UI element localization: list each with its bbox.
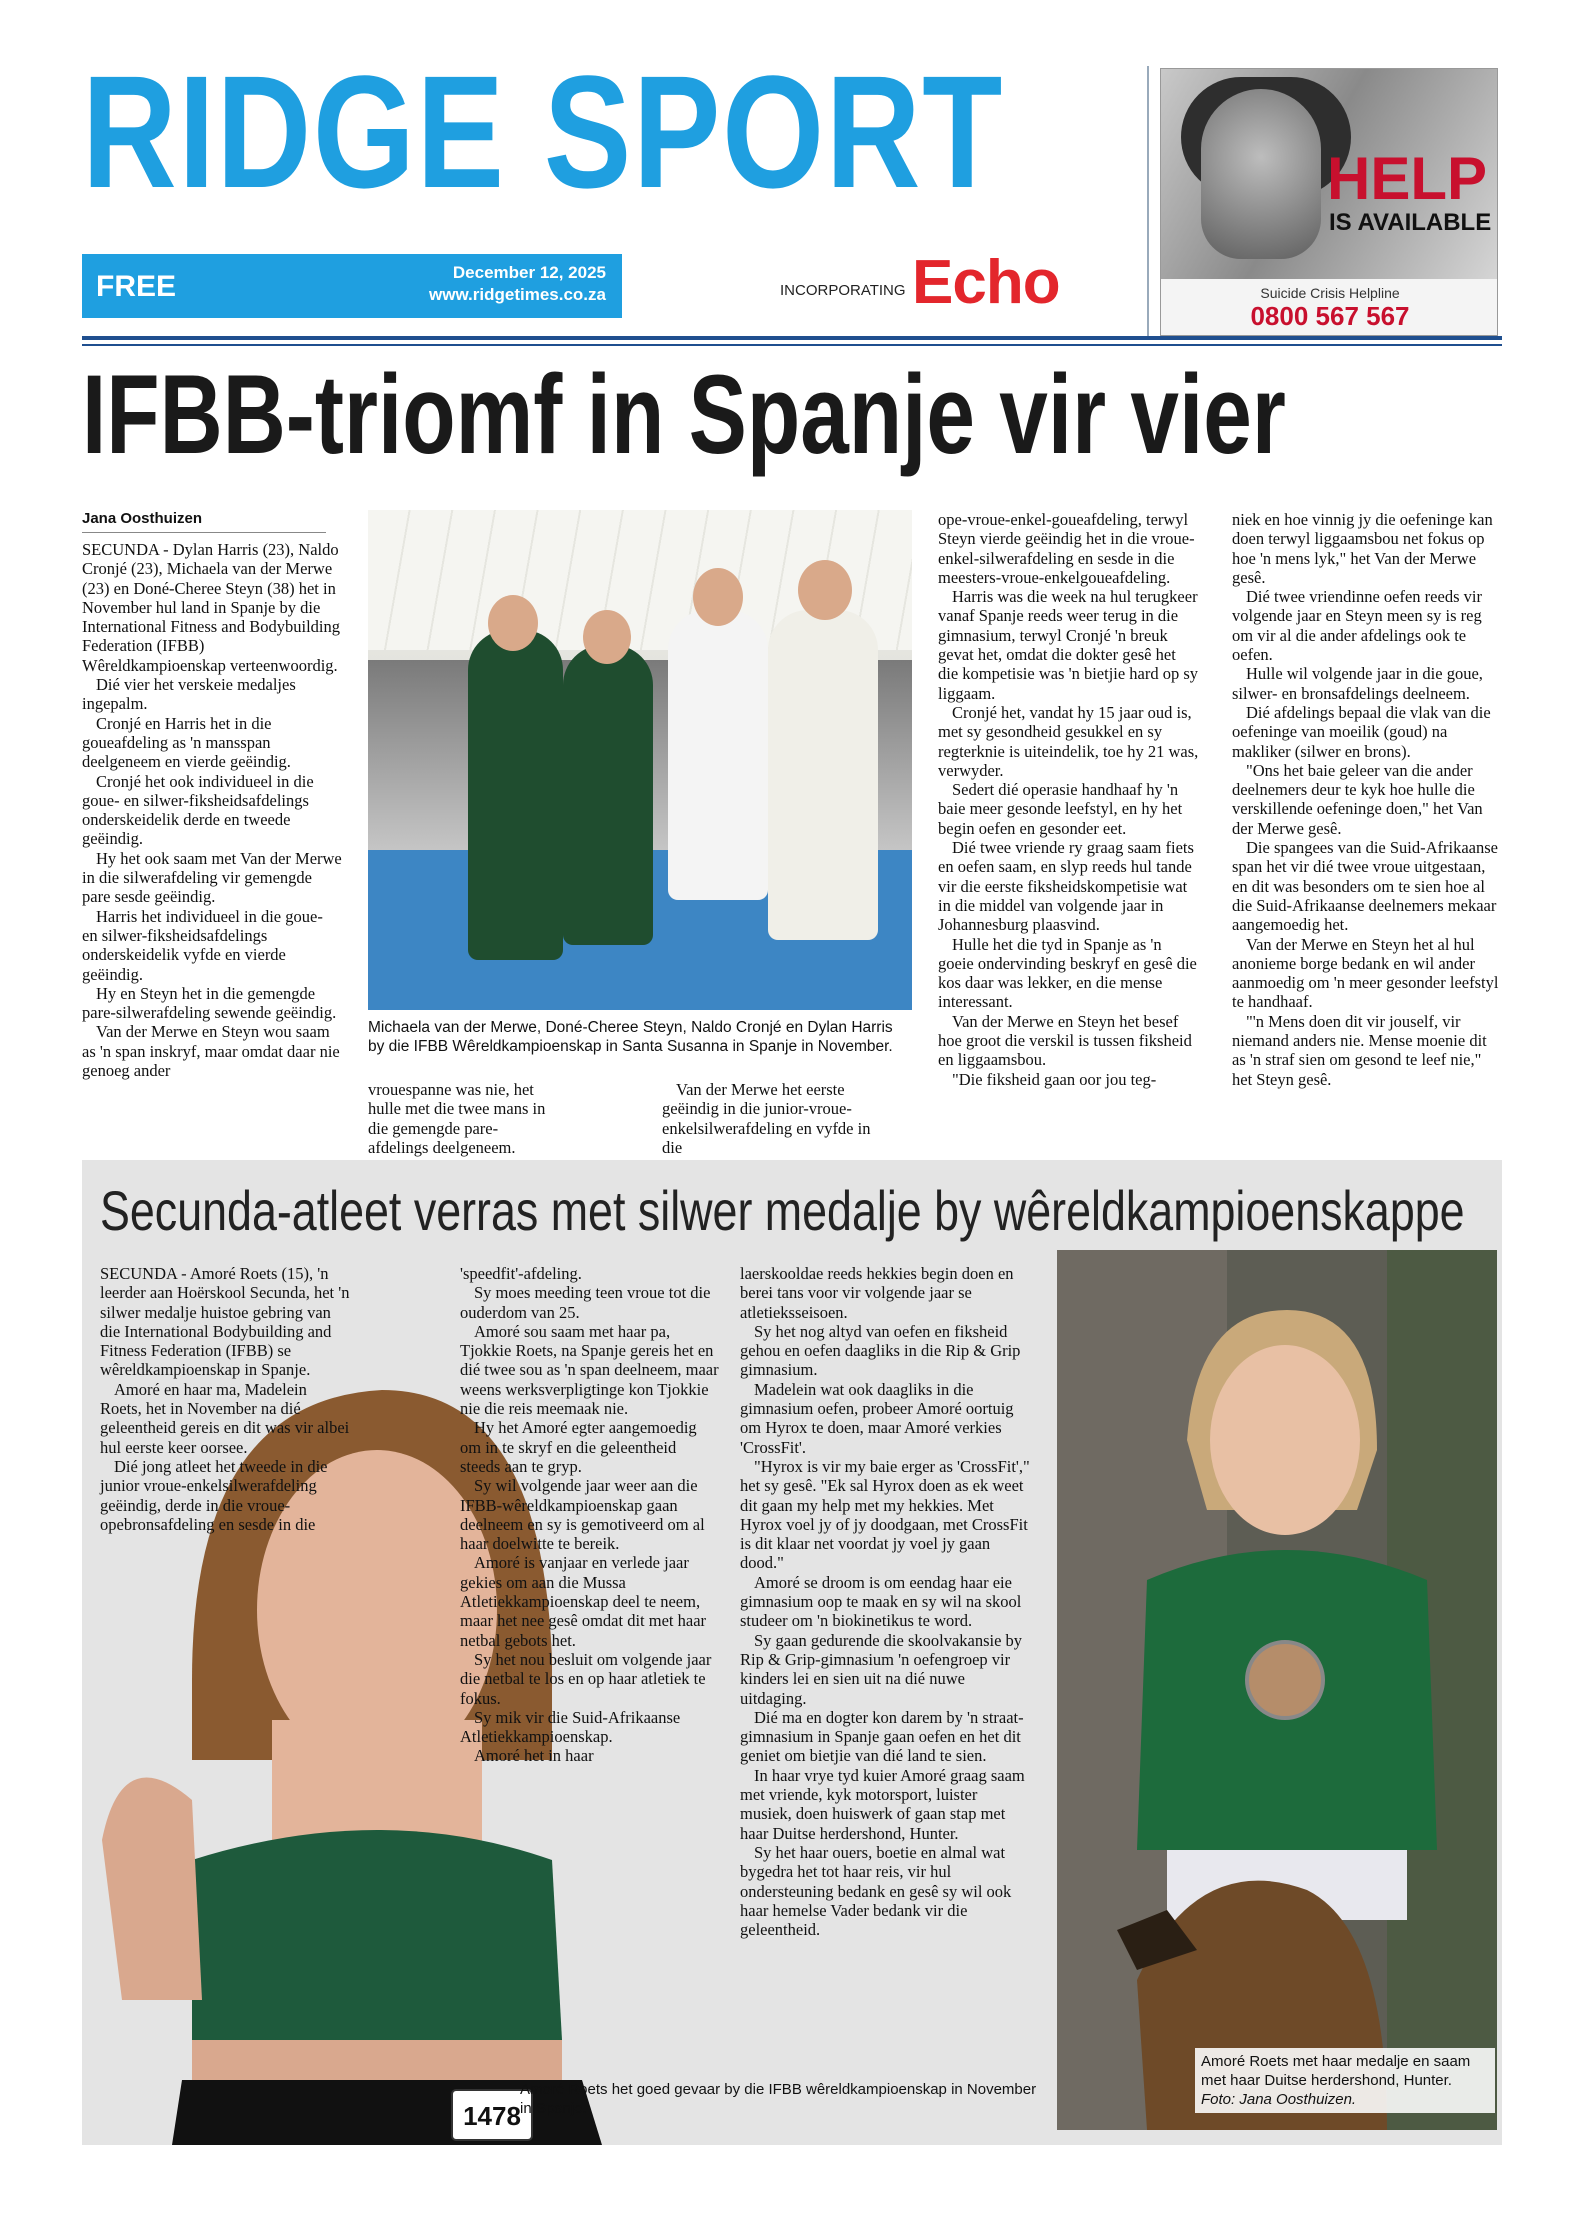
paragraph: In haar vrye tyd kuier Amoré graag saam met vriende, kyk motorsport, luister musiek, doen huiswerk of gaan stap met haar Duitse herdershond, Hunter. [740,1765,1025,1843]
amore-dog-photo [1057,1250,1497,2130]
masthead-title: RIDGE SPORT [82,42,1004,221]
website-link[interactable]: www.ridgetimes.co.za [429,285,606,304]
advert-face-shape [1201,89,1321,259]
paragraph: Sedert dié operasie handhaaf hy 'n baie meer gesonde leefstyl, en hy het begin oefen en gesonder eet. [938,780,1183,838]
photo-credit: Foto: Jana Oosthuizen. [1201,2091,1357,2108]
free-label: FREE [96,270,177,303]
paragraph: vrouespanne was nie, het hulle met die twee mans in die gemengde pare-afdelings deelgeneem. [368,1080,546,1157]
paragraph: 'speedfit'-afdeling. [460,1264,582,1283]
paragraph: Die spangees van die Suid-Afrikaanse span het vir dié twee vroue uitgestaan, en dit was besonders om te sien hoe al die Suid-Afrikaanse deelnemers mekaar aangemoedig het. [1232,838,1499,935]
advert-available-text: IS AVAILABLE [1329,209,1492,236]
paragraph: Dié twee vriendinne oefen reeds vir volgende jaar en Steyn meen sy is reg om vir al die ander afdelings ook te oefen. [1232,587,1482,665]
article1-column-1 [82,540,342,1080]
paragraph: Hy het Amoré egter aangemoedig om in te skryf en die geleentheid steeds aan te gryp. [460,1418,697,1476]
paragraph: Cronjé het, vandat hy 15 jaar oud is, met sy gesondheid gesukkel en sy regterknie is uiteindelik, toe hy 21 was, verwyder. [938,702,1199,780]
article1-column-2 [368,1080,548,1157]
bib-number: 1478 [463,2101,521,2131]
paragraph: Sy wil volgende jaar weer aan die IFBB-wêreldkampioenskap gaan deelneem en sy is gemotiveerd om al haar doelwitte te bereik. [460,1476,705,1554]
paragraph: Hy het ook saam met Van der Merwe in die silwerafdeling vir gemengde pare sesde geëindig. [82,848,342,907]
advert-help-text: HELP [1327,145,1488,212]
paragraph: Amoré sou saam met haar pa, Tjokkie Roets, na Spanje gereis het en dié twee sou as 'n span deelneem, maar weens werksverpligtinge kon Tjokkie nie die reis meemaak nie. [460,1321,719,1419]
paragraph: Hy en Steyn het in die gemengde pare-silwerafdeling sewende geëindig. [82,983,337,1023]
paragraph: SECUNDA - Dylan Harris (23), Naldo Cronjé (23), Michaela van der Merwe (23) en Doné-Cheree Steyn (38) het in November hul land in Spanje by die International Fitness and Bodybuilding Federation (IFBB) Wêreldkampioenskap verteenwoordig. [82,540,341,675]
paragraph: Dié twee vriende ry graag saam fiets en oefen saam, en slyp reeds hul tande vir die eerste fiksheidskompetisie wat in die middel van volgende jaar in Johannesburg plaasvind. [938,838,1194,935]
article1-column-3 [662,1080,882,1157]
paragraph: Van der Merwe en Steyn wou saam as 'n span inskryf, maar omdat daar nie genoeg ander [82,1022,340,1081]
header-rule-thick [82,336,1502,340]
paragraph: Amoré se droom is om eendag haar eie gimnasium oop te maak en sy wil na skool studeer om 'n biokinetikus te word. [740,1572,1022,1631]
paragraph: Amoré het in haar [474,1746,594,1766]
article2-headline: Secunda-atleet verras met silwer medalje by wêreldkampioenskappe [100,1179,1465,1242]
paragraph: Sy het nou besluit om volgende jaar die netbal te los en op haar atletiek te fokus. [460,1649,712,1708]
article2-column-1 [100,1264,350,1534]
paragraph: Sy moes meeding teen vroue tot die ouderdom van 25. [460,1283,711,1322]
caption-text: Amoré Roets met haar medalje en saam met haar Duitse herdershond, Hunter. [1201,2053,1471,2089]
paragraph: Madelein wat ook daagliks in die gimnasium oefen, probeer Amoré oortuig om Hyrox te doen, maar Amoré verkies 'CrossFit'. [740,1379,1014,1457]
person-head [693,568,743,626]
paragraph: Harris was die week na hul terugkeer vanaf Spanje reeds weer terug in die gimnasium, terwyl Cronjé 'n breuk gevat het, omdat die dokter gesê het die kompetisie was 'n bietjie hard op sy liggaam. [938,587,1199,703]
paragraph: Hulle het die tyd in Spanje as 'n goeie ondervinding beskryf en gesê die kos daar was lekker, en die mense interessant. [938,934,1197,1012]
paragraph: Dié jong atleet het tweede in die junior vroue-enkelsilwerafdeling geëindig, derde in die vroue-opebronsafdeling en sesde in die [100,1456,328,1534]
paragraph: Sy het haar ouers, boetie en almal wat bygedra het tot haar reis, vir hul ondersteuning bedank en gesê sy wil ook haar hemelse Vader bedank vir die geleentheid. [740,1842,1012,1940]
helpline-name: Suicide Crisis Helpline [1260,285,1400,301]
issue-date-block [429,262,606,306]
person-michaela [468,630,563,960]
echo-logo: Echo [912,248,1060,317]
paragraph: ope-vroue-enkel-goueafdeling, terwyl Steyn vierde geëindig het in die vroue-enkel-silwerafdeling en sesde in die meesters-vroue-enkelgoueafdeling. [938,510,1195,587]
paragraph: Van der Merwe en Steyn het al hul anonieme borge bedank en wil ander aanmoedig om 'n meer gesonder leefstyl te handhaaf. [1232,934,1499,1012]
article1-byline: Jana Oosthuizen [82,510,203,527]
person-head [488,595,538,651]
helpline-advert[interactable] [1160,68,1498,336]
helpline-phone[interactable]: 0800 567 567 [1250,301,1410,331]
paragraph: Amoré is vanjaar en verlede jaar gekies om aan die Mussa Atletiekkampioenskap deel te neem, maar het nee gesê omdat dit met haar netbal gebots het. [460,1553,707,1650]
paragraph: "Die fiksheid gaan oor jou teg- [952,1069,1157,1089]
article1-team-photo [368,510,912,1010]
paragraph: Sy gaan gedurende die skoolvakansie by Rip & Grip-gimnasium 'n oefengroep vir kinders lei en sien uit na dié nuwe uitdaging. [740,1630,1023,1708]
article1-headline: IFBB-triomf in Spanje vir vier [82,352,1286,477]
paragraph: Dié afdelings bepaal die vlak van die oefeninge van moeilik (goud) na makliker (silwer en brons). [1232,702,1491,761]
article2-right-photo-caption [1195,2048,1495,2113]
paragraph: "'n Mens doen dit vir jouself, vir niemand anders nie. Mense moenie dit as 'n straf sien om gesond te leef nie," het Steyn gesê. [1232,1011,1487,1089]
article1-column-4 [938,510,1200,1089]
incorporating-label: INCORPORATING [780,282,906,299]
article2-left-photo-caption: Amoré Roets het goed gevaar by die IFBB wêreldkampioenskap in November in Spanje. [520,2081,1037,2117]
paragraph: Sy mik vir die Suid-Afrikaanse Atletiekkampioenskap. [460,1707,681,1747]
date-bar [82,254,622,318]
paragraph: Cronjé het ook individueel in die goue- en silwer-fiksheidsafdelings onderskeidelik derde en tweede geëindig. [82,771,314,849]
person-head [583,610,631,664]
paragraph: Van der Merwe het eerste geëindig in die junior-vroue-enkelsilwerafdeling en vyfde in die [662,1080,871,1157]
article2-column-3 [740,1264,1032,1939]
byline-rule [82,532,326,533]
paragraph: Dié vier het verskeie medaljes ingepalm. [82,675,296,714]
paragraph: Sy het nog altyd van oefen en fiksheid gehou en oefen daagliks in die Rip & Grip gimnasium. [740,1321,1021,1380]
person-naldo [668,610,768,900]
issue-date: December 12, 2025 [452,263,606,282]
article1-column-5 [1232,510,1502,1089]
paragraph: Harris het individueel in die goue- en silwer-fiksheidsafdelings onderskeidelik vyfde en vierde geëindig. [82,906,323,984]
paragraph: "Hyrox is vir my baie erger as 'CrossFit'," het sy gesê. "Ek sal Hyrox doen as ek weet dit gaan my help met my hekkies. Met Hyrox voel jy of jy doodgaan, met CrossFit is dit klaar net voordat jy voel jy gaan dood." [740,1456,1030,1573]
paragraph: Cronjé en Harris het in die goueafdeling as 'n mansspan deelgeneem en vierde geëindig. [82,713,291,772]
person-done-cheree [563,645,653,945]
advert-footer [1161,279,1498,336]
article2-column-2 [420,1264,720,1766]
person-head [798,560,852,620]
paragraph: "Ons het baie geleer van die ander deelnemers deur te kyk hoe hulle die verskillende oefeninge doen," het Van der Merwe gesê. [1232,760,1483,838]
header-rule-thin [82,344,1502,346]
paragraph: Dié ma en dogter kon darem by 'n straat-gimnasium in Spanje gaan oefen en het dit geniet om bietjie van dié land te sien. [740,1707,1024,1766]
person-dylan [768,610,878,940]
article1-photo-caption: Michaela van der Merwe, Doné-Cheree Steyn, Naldo Cronjé en Dylan Harris by die IFBB Wêreldkampioenskap in Santa Susanna in Spanje in November. [368,1019,893,1055]
paragraph: niek en hoe vinnig jy die oefeninge kan doen terwyl liggaamsbou net fokus op hoe 'n mens lyk," het Van der Merwe gesê. [1232,510,1493,587]
paragraph: SECUNDA - Amoré Roets (15), 'n leerder aan Hoërskool Secunda, het 'n silwer medalje huistoe gebring van die International Bodybuilding and Fitness Federation (IFBB) se wêreldkampioenskap in Spanje. [100,1264,350,1380]
paragraph: Amoré en haar ma, Madelein Roets, het in November na dié geleentheid gereis en dit was vir albei hul eerste keer oorsee. [100,1379,350,1457]
paragraph: laerskooldae reeds hekkies begin doen en berei tans voor vir volgende jaar se atletieksseisoen. [740,1264,1014,1322]
paragraph: Hulle wil volgende jaar in die goue, silwer- en bronsafdelings deelneem. [1232,664,1483,703]
paragraph: Van der Merwe en Steyn het besef hoe groot die verskil is tussen fiksheid en liggaamsbou. [938,1011,1192,1070]
masthead-divider [1147,66,1149,336]
